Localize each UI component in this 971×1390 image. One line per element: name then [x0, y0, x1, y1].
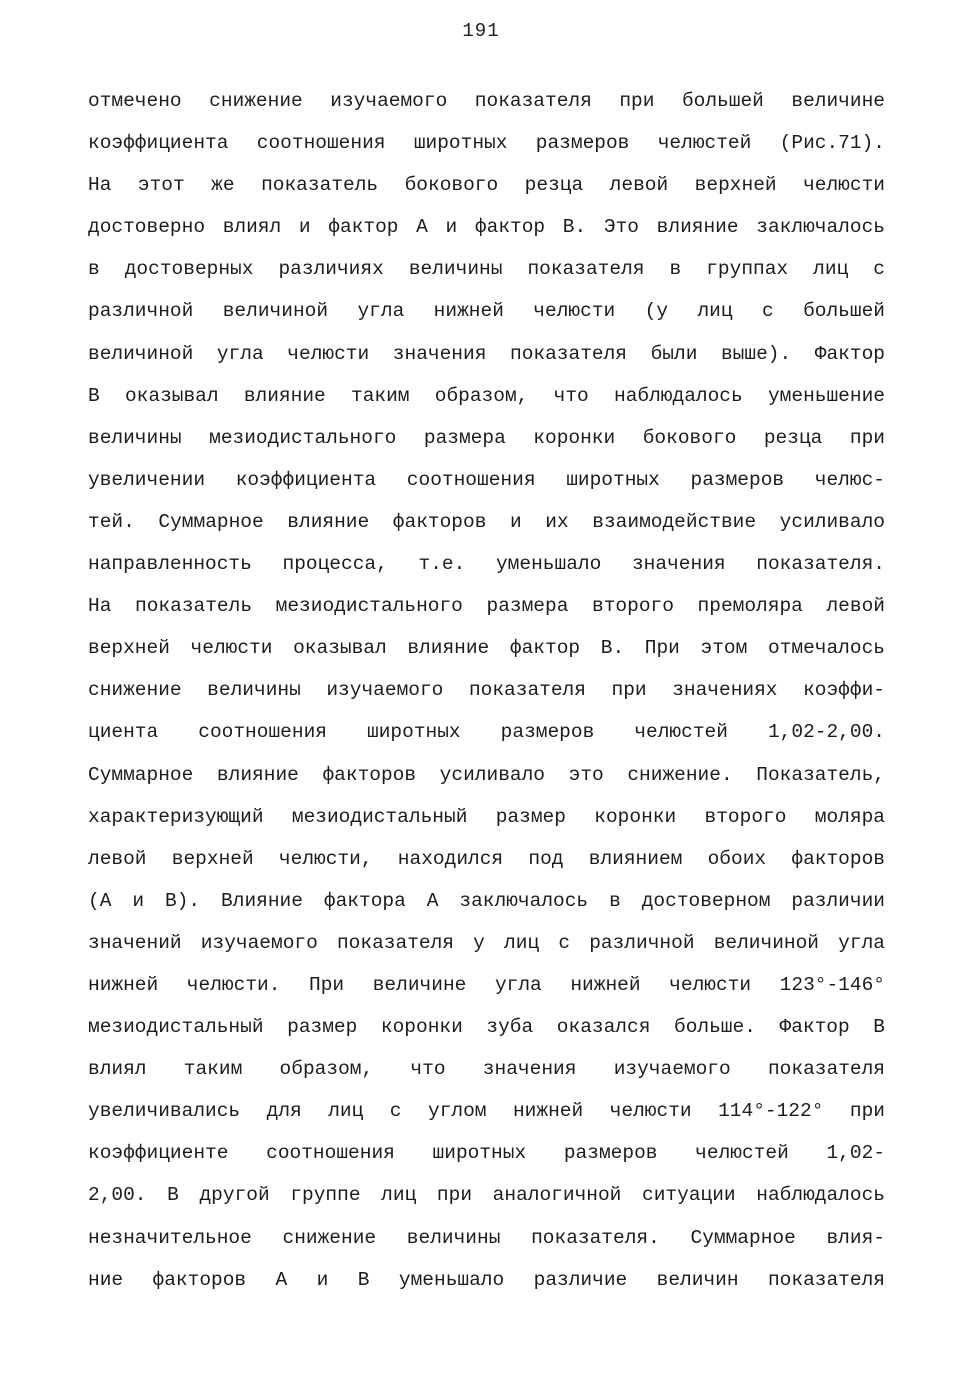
- text-line: значений изучаемого показателя у лиц с различной величиной угла: [88, 931, 885, 954]
- text-line: левой верхней челюсти, находился под влиянием обоих факторов: [88, 847, 885, 870]
- text-line: нижней челюсти. При величине угла нижней челюсти 123°-146°: [88, 973, 885, 996]
- text-line: различной величиной угла нижней челюсти (у лиц с большей: [88, 300, 885, 323]
- text-line: ние факторов А и В уменьшало различие величин показателя: [88, 1268, 885, 1291]
- text-line: характеризующий мезиодистальный размер коронки второго моляра: [88, 805, 885, 828]
- text-line: коэффициенте соотношения широтных размеров челюстей 1,02-: [88, 1142, 885, 1165]
- text-line: коэффициента соотношения широтных размеров челюстей (Рис.71).: [88, 132, 885, 155]
- text-line: (А и В). Влияние фактора А заключалось в достоверном различии: [88, 889, 885, 912]
- text-line: Суммарное влияние факторов усиливало это снижение. Показатель,: [88, 763, 885, 786]
- text-line: достоверно влиял и фактор А и фактор В. Это влияние заключалось: [88, 216, 885, 239]
- text-line: циента соотношения широтных размеров челюстей 1,02-2,00.: [88, 721, 885, 744]
- text-line: 2,00. В другой группе лиц при аналогичной ситуации наблюдалось: [88, 1184, 885, 1207]
- text-line: увеличении коэффициента соотношения широтных размеров челюс-: [88, 468, 885, 491]
- text-line: увеличивались для лиц с углом нижней челюсти 114°-122° при: [88, 1100, 885, 1123]
- text-line: снижение величины изучаемого показателя при значениях коэффи-: [88, 679, 885, 702]
- text-line: верхней челюсти оказывал влияние фактор В. При этом отмечалось: [88, 637, 885, 660]
- text-line: На показатель мезиодистального размера второго премоляра левой: [88, 595, 885, 618]
- text-line: отмечено снижение изучаемого показателя при большей величине: [88, 90, 885, 112]
- text-line: На этот же показатель бокового резца левой верхней челюсти: [88, 174, 885, 197]
- text-line: величиной угла челюсти значения показателя были выше). Фактор: [88, 342, 885, 365]
- body-text: [88, 86, 885, 1307]
- page-number: 191: [462, 20, 500, 42]
- text-line: мезиодистальный размер коронки зуба оказался больше. Фактор В: [88, 1016, 885, 1039]
- text-line: направленность процесса, т.е. уменьшало значения показателя.: [88, 553, 885, 576]
- text-line: в достоверных различиях величины показателя в группах лиц с: [88, 258, 885, 281]
- text-line: В оказывал влияние таким образом, что наблюдалось уменьшение: [88, 384, 885, 407]
- text-line: величины мезиодистального размера коронки бокового резца при: [88, 426, 885, 449]
- text-line: влиял таким образом, что значения изучаемого показателя: [88, 1058, 885, 1081]
- text-line: тей. Суммарное влияние факторов и их взаимодействие усиливало: [88, 510, 885, 533]
- text-line: незначительное снижение величины показателя. Суммарное влия-: [88, 1226, 885, 1249]
